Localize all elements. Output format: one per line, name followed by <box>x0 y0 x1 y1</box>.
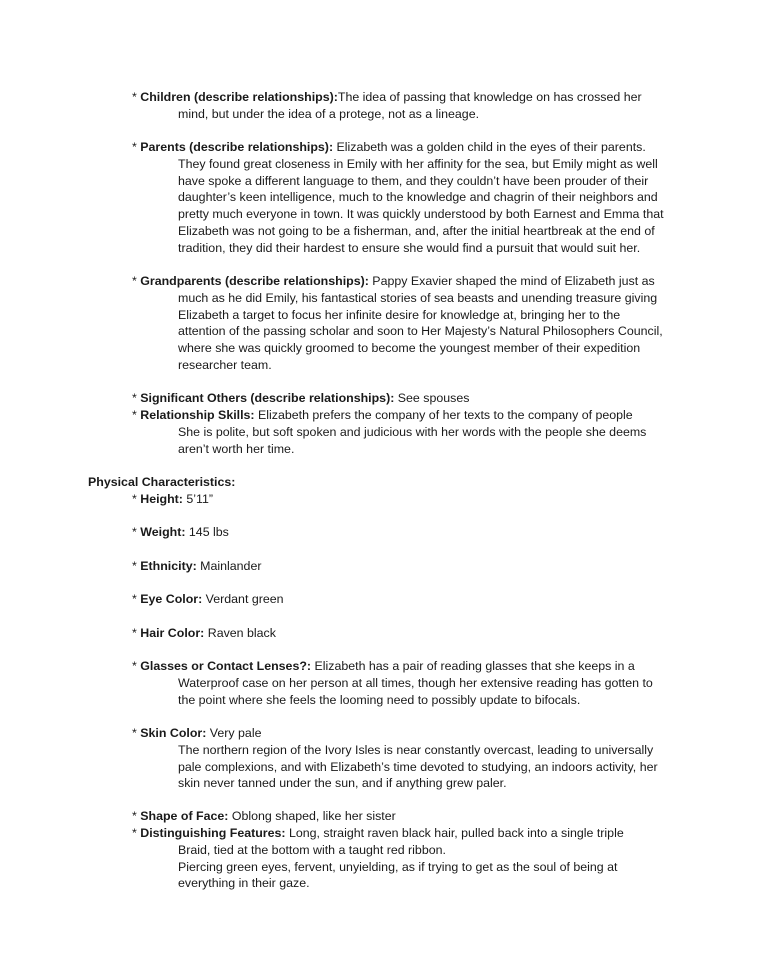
label-children: Children (describe relationships): <box>140 90 338 104</box>
label-skin-color: Skin Color: <box>140 726 207 740</box>
entry-relationship-skills: * Relationship Skills: Elizabeth prefers the company of her texts to the company of people She is polite, but soft spoken and judicious with her words with the people she deems aren’t worth her time. <box>132 408 647 456</box>
section-physical-characteristics: Physical Characteristics: <box>88 475 236 489</box>
entry-height: * Height: 5’11” <box>132 492 214 506</box>
entry-parents: * Parents (describe relationships): Elizabeth was a golden child in the eyes of their parents. They found great closeness in Emily with her affinity for the sea, but Emily might as well have spoke a different language to them, and they couldn’t have been prouder of their daughter’s keen intelligence, much to the knowledge and chagrin of their neighbors and pretty much everyone in town. It was quickly understood by both Earnest and Emma that Elizabeth was not going to be a fisherman, and, after the initial heartbreak at the end of tradition, they did their hardest to ensure she would find a pursuit that would suit her. <box>132 140 664 255</box>
entry-eye-color: * Eye Color: Verdant green <box>132 592 284 606</box>
label-significant-others: Significant Others (describe relationships): <box>140 391 395 405</box>
label-grandparents: Grandparents (describe relationships): <box>140 274 369 288</box>
label-relationship-skills: Relationship Skills: <box>140 408 255 422</box>
label-height: Height: <box>140 492 183 506</box>
entry-children: * Children (describe relationships):The idea of passing that knowledge on has crossed her mind, but under the idea of a protege, not as a lineage. <box>132 90 642 121</box>
label-weight: Weight: <box>140 525 186 539</box>
entry-skin-color: * Skin Color: Very pale The northern region of the Ivory Isles is near constantly overcast, leading to universally pale complexions, and with Elizabeth’s time devoted to studying, an indoors activity, her skin never tanned under the sun, and if anything grew paler. <box>132 726 658 791</box>
entry-hair-color: * Hair Color: Raven black <box>132 626 276 640</box>
label-hair-color: Hair Color: <box>140 626 205 640</box>
label-glasses: Glasses or Contact Lenses?: <box>140 659 312 673</box>
entry-weight: * Weight: 145 lbs <box>132 525 229 539</box>
label-ethnicity: Ethnicity: <box>140 559 197 573</box>
entry-shape-of-face: * Shape of Face: Oblong shaped, like her sister <box>132 809 396 823</box>
entry-significant-others: * Significant Others (describe relationships): See spouses <box>132 391 470 405</box>
entry-grandparents: * Grandparents (describe relationships): Pappy Exavier shaped the mind of Elizabeth just as much as he did Emily, his fantastical stories of sea beasts and unending treasure giving Elizabeth a target to focus her infinite desire for knowledge at, bringing her to the attention of the passing scholar and soon to Her Majesty’s Natural Philosophers Council, where she was quickly groomed to become the youngest member of their expedition researcher team. <box>132 274 663 372</box>
entry-glasses: * Glasses or Contact Lenses?: Elizabeth has a pair of reading glasses that she keeps in a Waterproof case on her person at all times, though her extensive reading has gotten to the point where she feels the looming need to possibly update to bifocals. <box>132 659 653 707</box>
label-parents: Parents (describe relationships): <box>140 140 334 154</box>
label-eye-color: Eye Color: <box>140 592 203 606</box>
entry-distinguishing-features: * Distinguishing Features: Long, straight raven black hair, pulled back into a single triple Braid, tied at the bottom with a taught red ribbon. Piercing green eyes, fervent, unyielding, as if trying to get as the soul of being at everything in their gaze. <box>132 826 624 891</box>
label-shape-of-face: Shape of Face: <box>140 809 229 823</box>
entry-ethnicity: * Ethnicity: Mainlander <box>132 559 262 573</box>
label-distinguishing-features: Distinguishing Features: <box>140 826 286 840</box>
